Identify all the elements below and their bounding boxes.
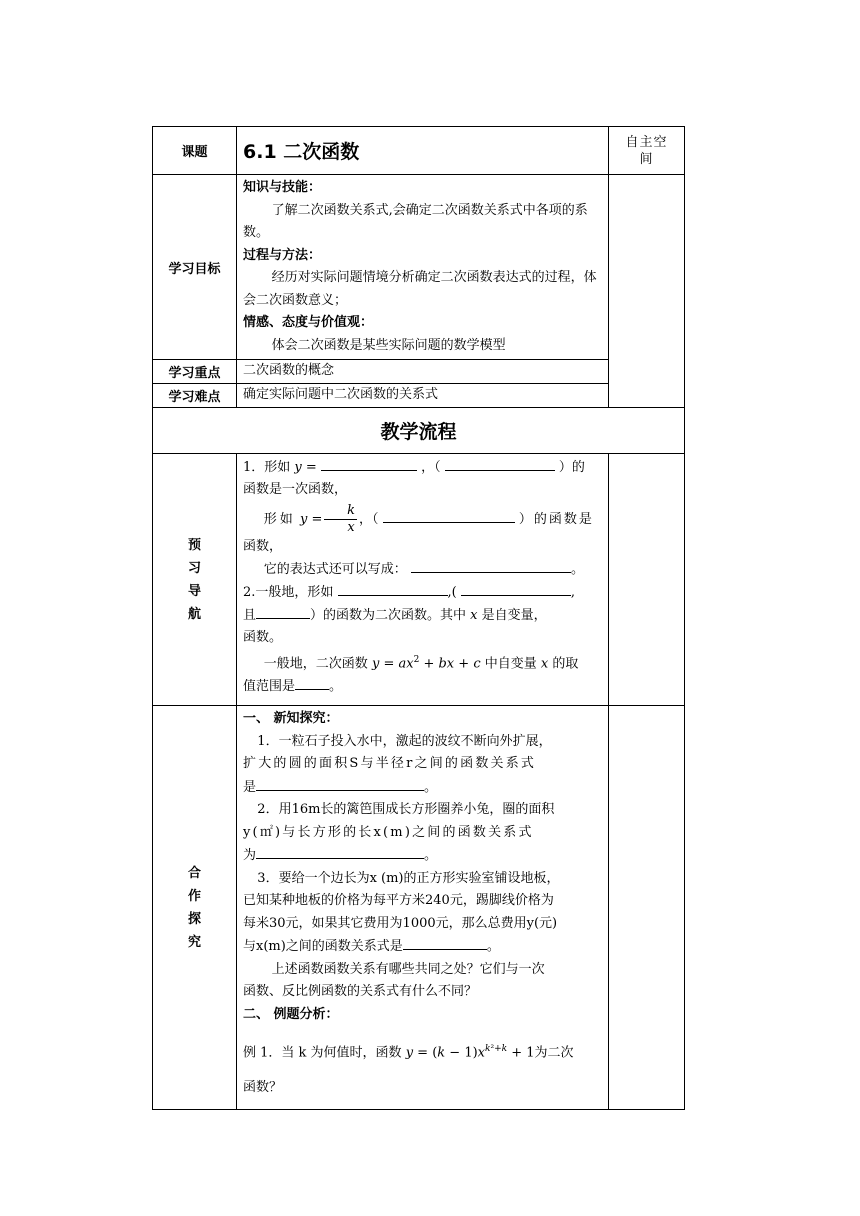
topic-label: 课题 xyxy=(153,127,237,175)
difficulty-label: 学习难点 xyxy=(153,384,237,408)
p4-line1: 上述函数函数关系有哪些共同之处？它们与一次 xyxy=(271,961,545,977)
q1-line5: 它的表达式还可以写成： 。 xyxy=(243,558,602,581)
blank[interactable] xyxy=(295,675,329,690)
blank[interactable] xyxy=(321,456,417,471)
knowledge-text: 了解二次函数关系式,会确定二次函数关系式中各项的系数。 xyxy=(243,202,588,240)
explore-label-char: 究 xyxy=(187,934,201,950)
example1-line1: 例 1．当 k 为何值时，函数 $y = (k - 1)x^{k^2+k} + 1$为二次 xyxy=(243,1044,574,1061)
blank[interactable] xyxy=(338,581,448,596)
knowledge-heading: 知识与技能： xyxy=(243,180,322,195)
q1-line2: 函数是一次函数， xyxy=(243,482,348,497)
p4-line2: 函数、反比例函数的关系式有什么不同？ xyxy=(243,984,478,999)
p2-line2: y(㎡)与长方形的长x(m)之间的函数关系式 xyxy=(243,824,534,840)
emotion-text: 体会二次函数是某些实际问题的数学模型 xyxy=(271,337,506,353)
p3-line2: 已知某种地板的价格为每平方米240元，踢脚线价格为 xyxy=(243,893,554,908)
preview-label-char: 习 xyxy=(187,560,201,576)
lesson-title: 6.1 二次函数 xyxy=(237,127,609,175)
header-row xyxy=(153,127,685,175)
process-heading: 过程与方法： xyxy=(243,247,322,263)
explore-label-char: 作 xyxy=(187,888,201,904)
q2-line1: 2.一般地，形如 ,( , xyxy=(243,581,602,604)
p1-line2: 扩大的圆的面积S与半径r之间的函数关系式 xyxy=(243,756,537,771)
q1-line4: 函数， xyxy=(243,539,283,554)
objectives-label: 学习目标 xyxy=(153,175,237,360)
preview-row xyxy=(153,454,685,706)
fraction-k-over-x: $\frac{k}{x}$ xyxy=(324,503,357,536)
key-point-text: 二次函数的概念 xyxy=(237,360,609,384)
blank[interactable] xyxy=(256,844,424,859)
self-study-space-text: 自主空间 xyxy=(625,134,668,167)
section-examples: 二、 例题分析： xyxy=(243,1006,339,1022)
side-space-1 xyxy=(609,175,685,408)
flow-title-row xyxy=(153,408,685,454)
objectives-content xyxy=(237,175,609,360)
difficulty-text: 确定实际问题中二次函数的关系式 xyxy=(237,384,609,408)
blank[interactable] xyxy=(461,581,571,596)
preview-label-char: 导 xyxy=(187,583,201,599)
side-space-2 xyxy=(609,454,685,706)
key-point-label: 学习重点 xyxy=(153,360,237,384)
q2-line2: 且 ）的函数为二次函数。其中 x 是自变量， xyxy=(243,604,602,627)
p1-line3: 是 。 xyxy=(243,776,602,800)
explore-row xyxy=(153,706,685,1110)
preview-label-char: 航 xyxy=(187,606,201,622)
q1-line1: 1．形如 y = ，（ ）的 xyxy=(243,456,602,479)
p1-line1: 1．一粒石子投入水中，激起的波纹不断向外扩展， xyxy=(257,733,552,749)
preview-content xyxy=(237,454,609,706)
q1-line3: 形如 y = $\frac{k}{x}$ ，（ ）的函数是 xyxy=(263,503,594,535)
q2-line5: 值范围是 。 xyxy=(243,675,602,698)
self-study-space-label xyxy=(609,127,685,175)
q2-line4: 一般地，二次函数 $y = ax^2$ + bx + c 中自变量 x 的取 xyxy=(263,655,579,672)
blank[interactable] xyxy=(256,776,424,791)
difficulty-row xyxy=(153,384,685,408)
explore-label xyxy=(153,706,237,1110)
emotion-heading: 情感、态度与价值观： xyxy=(243,315,374,330)
blank[interactable] xyxy=(403,935,487,950)
blank[interactable] xyxy=(256,604,310,619)
blank[interactable] xyxy=(445,456,555,471)
explore-content xyxy=(237,706,609,1110)
key-point-row xyxy=(153,360,685,384)
teaching-flow-title: 教学流程 xyxy=(153,408,685,454)
p2-line3: 为 。 xyxy=(243,844,602,868)
side-space-3 xyxy=(609,706,685,1110)
preview-label-char: 预 xyxy=(187,537,201,553)
example1-line2: 函数？ xyxy=(243,1079,283,1095)
blank[interactable] xyxy=(411,558,571,573)
p3-line1: 3．要给一个边长为x (m)的正方形实验室铺设地板， xyxy=(257,870,560,886)
blank[interactable] xyxy=(383,508,515,523)
explore-label-char: 探 xyxy=(187,911,201,927)
objectives-row xyxy=(153,175,685,360)
p2-line1: 2．用16m长的篱笆围成长方形圈养小兔，圈的面积 xyxy=(257,802,555,817)
section-new-knowledge: 一、 新知探究： xyxy=(243,711,339,726)
explore-label-char: 合 xyxy=(187,865,201,881)
preview-label xyxy=(153,454,237,706)
p3-line4: 与x(m)之间的函数关系式是 。 xyxy=(243,935,602,959)
lesson-plan-table xyxy=(152,126,685,1110)
process-text: 经历对实际问题情境分析确定二次函数表达式的过程，体会二次函数意义； xyxy=(243,270,597,308)
p3-line3: 每米30元，如果其它费用为1000元，那么总费用y(元) xyxy=(243,915,558,931)
q2-line3: 函数。 xyxy=(243,630,283,645)
